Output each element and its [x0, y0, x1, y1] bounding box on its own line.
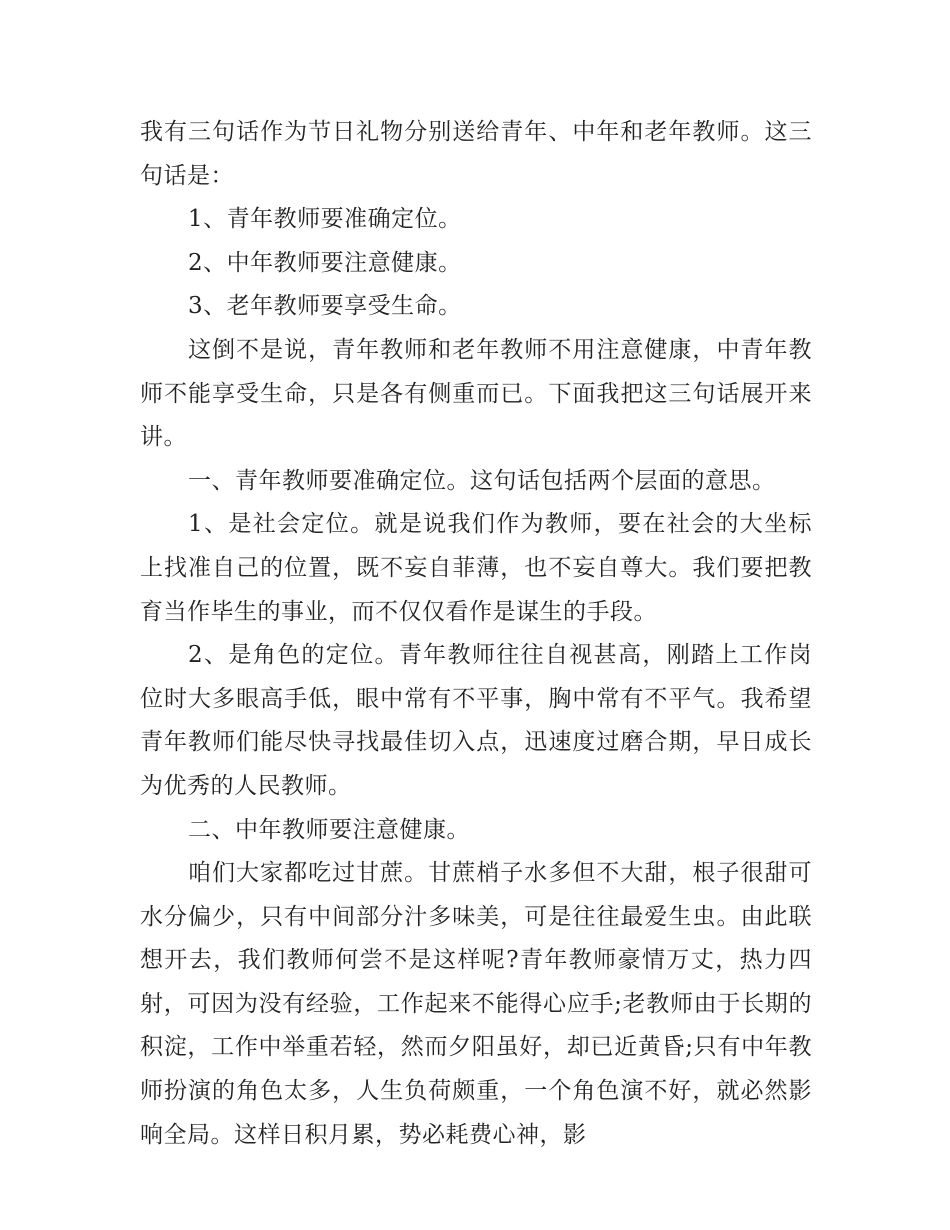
section-heading-2: 二、中年教师要注意健康。: [188, 816, 470, 843]
paragraph-clarification: 这倒不是说，青年教师和老年教师不用注意健康，中青年教师不能享受生命，只是各有侧重而已。下面我把这三句话展开来讲。: [140, 336, 812, 451]
paragraph-social-positioning: 1、是社会定位。就是说我们作为教师，要在社会的大坐标上找准自己的位置，既不妄自菲薄，也不妄自尊大。我们要把教育当作毕生的事业，而不仅仅看作是谋生的手段。: [140, 511, 812, 625]
document-body: [140, 111, 812, 1157]
section-heading-1: 一、青年教师要准确定位。这句话包括两个层面的意思。: [188, 467, 776, 494]
paragraph-sugarcane-analogy: 咱们大家都吃过甘蔗。甘蔗梢子水多但不大甜，根子很甜可水分偏少，只有中间部分汁多味美，可是往往最爱生虫。由此联想开去，我们教师何尝不是这样呢?青年教师豪情万丈，热力四射，可因为没有经验，工作起来不能得心应手;老教师由于长期的积淀，工作中举重若轻，然而夕阳虽好，却已近黄昏;只有中年教师扮演的角色太多，人生负荷颇重，一个角色演不好，就必然影响全局。这样日积月累，势必耗费心神，影: [140, 860, 812, 1148]
paragraph-point-3: 3、老年教师要享受生命。: [188, 293, 462, 320]
paragraph-point-2: 2、中年教师要注意健康。: [188, 249, 462, 276]
paragraph-point-1: 1、青年教师要准确定位。: [188, 206, 462, 233]
paragraph-role-positioning: 2、是角色的定位。青年教师往往自视甚高，刚踏上工作岗位时大多眼高手低，眼中常有不平事，胸中常有不平气。我希望青年教师们能尽快寻找最佳切入点，迅速度过磨合期，早日成长为优秀的人民教师。: [140, 642, 812, 799]
paragraph-intro: 我有三句话作为节日礼物分别送给青年、中年和老年教师。这三句话是：: [140, 119, 812, 189]
